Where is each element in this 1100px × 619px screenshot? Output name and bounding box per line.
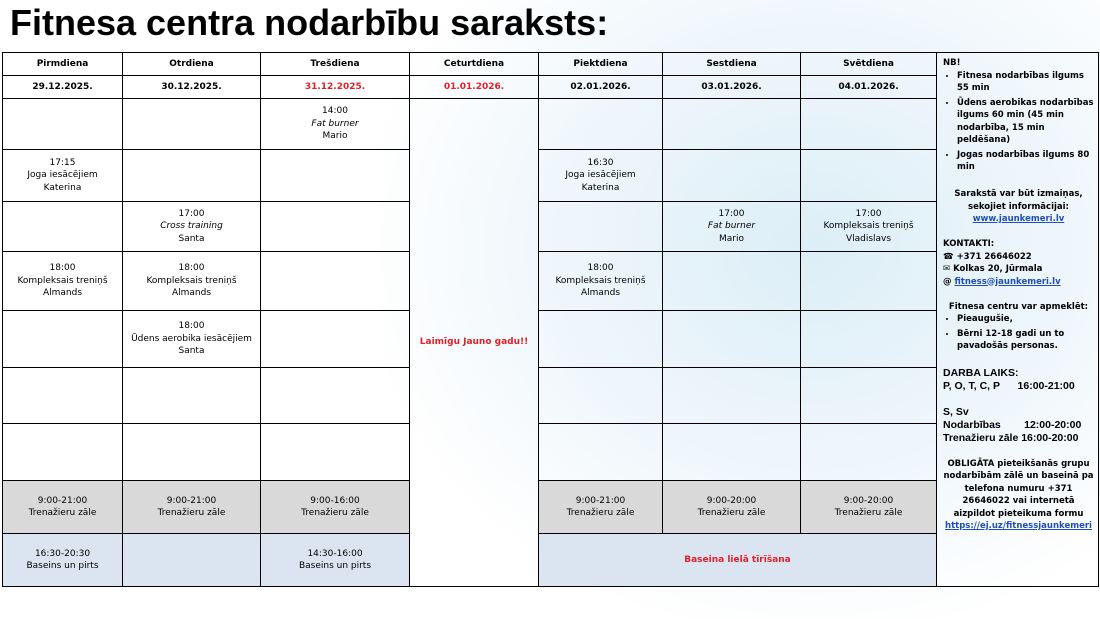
phone-icon: ☎: [943, 251, 954, 262]
gym-cell: 9:00-21:00 Trenažieru zāle: [3, 481, 123, 534]
day-header: Ceturtdiena: [410, 53, 539, 76]
page-title: Fitnesa centra nodarbību saraksts:: [10, 2, 609, 43]
class-cell[interactable]: 17:15 Joga iesācējiem Katerina: [3, 150, 123, 202]
class-cell[interactable]: 18:00 Kompleksais treniņš Almands: [123, 252, 261, 311]
date: 01.01.2026.: [410, 76, 539, 99]
schedule-table: [2, 52, 1099, 587]
mandatory-bold: OBLIGĀTA pieteikšanās: [947, 458, 1059, 469]
phone: +371 26646022: [956, 251, 1032, 262]
date: 03.01.2026.: [663, 76, 801, 99]
mail-icon: ✉: [943, 264, 951, 274]
class-cell[interactable]: 14:00 Fat burner Mario: [261, 99, 410, 150]
date: 30.12.2025.: [123, 76, 261, 99]
changes-text: Sarakstā var būt izmaiņas, sekojiet informācijai:: [954, 189, 1083, 212]
date: 04.01.2026.: [801, 76, 937, 99]
gym-cell: 9:00-21:00 Trenažieru zāle: [123, 481, 261, 534]
hours-heading: DARBA LAIKS:: [943, 367, 1019, 379]
date: 29.12.2025.: [3, 76, 123, 99]
holiday-cell: Laimīgu Jauno gadu!!: [410, 99, 539, 587]
schedule-row: [3, 99, 1099, 150]
day-header: Piektdiena: [539, 53, 663, 76]
pool-closed-cell: Baseina lielā tīrīšana: [539, 534, 937, 587]
day-header-row: [3, 53, 1099, 76]
weekdays-label: P, O, T, C, P: [943, 380, 1000, 392]
day-header: Pirmdiena: [3, 53, 123, 76]
note: • Fitnesa nodarbības ilgums 55 min: [957, 70, 1094, 95]
nb-heading: NB!: [943, 58, 961, 68]
weekdays-hours: 16:00-21:00: [1017, 380, 1075, 392]
gym-cell: 9:00-16:00 Trenažieru zāle: [261, 481, 410, 534]
weekend-label: S, Sv: [943, 406, 969, 418]
schedule-row: [3, 368, 1099, 424]
visitors-heading: Fitnesa centru var apmeklēt:: [948, 301, 1089, 312]
class-cell[interactable]: 16:30 Joga iesācējiem Katerina: [539, 150, 663, 202]
pool-cell: 16:30-20:30 Baseins un pirts: [3, 534, 123, 587]
visitor-item: • Pieaugušie,: [957, 313, 1094, 326]
gym-cell: 9:00-20:00 Trenažieru zāle: [801, 481, 937, 534]
website-link[interactable]: www.jaunkemeri.lv: [972, 214, 1065, 224]
schedule-row: [3, 424, 1099, 481]
date: 31.12.2025.: [261, 76, 410, 99]
address: Kolkas 20, Jūrmala: [953, 264, 1043, 274]
class-cell[interactable]: 18:00 Kompleksais treniņš Almands: [3, 252, 123, 311]
info-panel: [937, 53, 1099, 587]
gym-row: [3, 481, 1099, 534]
mandatory-text: grupu nodarbībām zālē un baseinā pa telefona numuru +371 26646022 vai internetā aizpildot pieteikuma formu: [943, 458, 1094, 519]
day-header: Trešdiena: [261, 53, 410, 76]
schedule-row: [3, 150, 1099, 202]
gym-hours: 16:00-20:00: [1021, 432, 1079, 444]
class-cell[interactable]: 17:00 Fat burner Mario: [663, 202, 801, 252]
day-header: Otrdiena: [123, 53, 261, 76]
note: • Ūdens aerobikas nodarbības ilgums 60 min (45 min nodarbība, 15 min peldēšana): [957, 97, 1094, 147]
class-cell[interactable]: 17:00 Kompleksais treniņš Vladislavs: [801, 202, 937, 252]
day-header: Sestdiena: [663, 53, 801, 76]
date-row: [3, 76, 1099, 99]
visitor-item: • Bērni 12-18 gadi un to pavadošās personas.: [957, 328, 1094, 353]
pool-row: [3, 534, 1099, 587]
contacts-heading: KONTAKTI:: [943, 239, 995, 249]
at-icon: @: [943, 276, 952, 287]
pool-cell-empty: [123, 534, 261, 587]
gym-cell: 9:00-20:00 Trenažieru zāle: [663, 481, 801, 534]
schedule-row: [3, 202, 1099, 252]
pool-cell: 14:30-16:00 Baseins un pirts: [261, 534, 410, 587]
email-link[interactable]: fitness@jaunkemeri.lv: [954, 276, 1061, 287]
class-cell[interactable]: 17:00 Cross training Santa: [123, 202, 261, 252]
note: • Jogas nodarbības ilgums 80 min: [957, 149, 1094, 174]
day-header: Svētdiena: [801, 53, 937, 76]
form-link[interactable]: https://ej.uz/fitnessjaunkemeri: [945, 521, 1092, 531]
duration-notes: [943, 70, 1094, 174]
schedule-row: [3, 252, 1099, 311]
class-cell[interactable]: 18:00 Kompleksais treniņš Almands: [539, 252, 663, 311]
classes-label: Nodarbības: [943, 419, 1001, 431]
date: 02.01.2026.: [539, 76, 663, 99]
classes-hours: 12:00-20:00: [1024, 419, 1082, 431]
schedule-row: [3, 311, 1099, 368]
gym-label: Trenažieru zāle: [943, 432, 1019, 444]
gym-cell: 9:00-21:00 Trenažieru zāle: [539, 481, 663, 534]
class-cell[interactable]: 18:00 Ūdens aerobika iesācējiem Santa: [123, 311, 261, 368]
